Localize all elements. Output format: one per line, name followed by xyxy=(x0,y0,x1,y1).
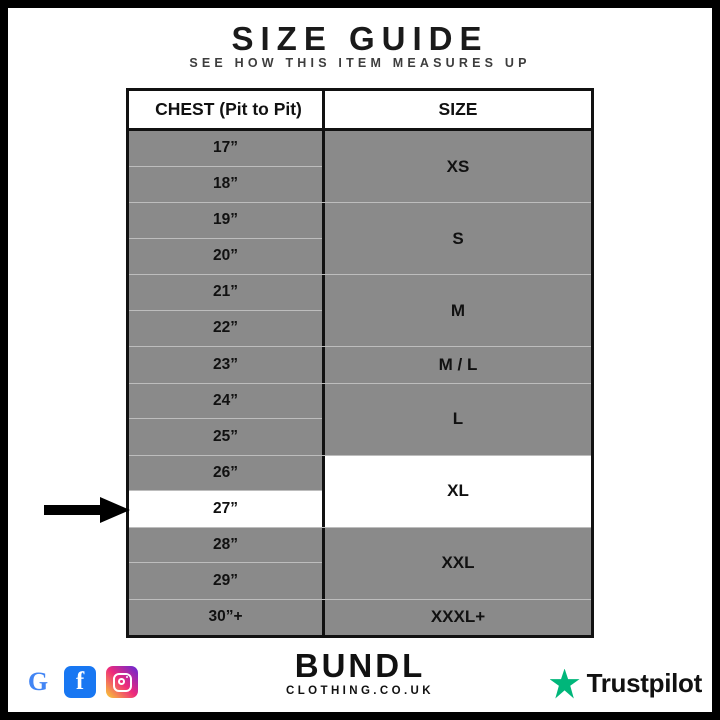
measurement-cell: 20” xyxy=(129,239,322,275)
table-row xyxy=(129,203,591,275)
table-row xyxy=(129,384,591,456)
measurement-column xyxy=(129,347,325,383)
size-cell: M / L xyxy=(325,347,591,383)
table-row xyxy=(129,600,591,636)
table-row-highlighted xyxy=(129,456,591,528)
measurement-column xyxy=(129,384,325,455)
measurement-cell: 25” xyxy=(129,419,322,455)
table-row xyxy=(129,131,591,203)
page-subtitle: SEE HOW THIS ITEM MEASURES UP xyxy=(189,56,531,70)
measurement-cell: 19” xyxy=(129,203,322,239)
table-row xyxy=(129,528,591,600)
size-cell: L xyxy=(325,384,591,455)
brand-domain: CLOTHING.CO.UK xyxy=(286,685,434,697)
measurement-cell: 22” xyxy=(129,311,322,347)
brand-name: BUNDL xyxy=(294,647,426,684)
measurement-column xyxy=(129,275,325,346)
size-cell: XS xyxy=(325,131,591,202)
trustpilot-badge[interactable] xyxy=(550,668,702,699)
page-title: SIZE GUIDE xyxy=(231,20,489,57)
table-row xyxy=(129,275,591,347)
star-icon xyxy=(550,669,580,699)
measurement-cell: 28” xyxy=(129,528,322,564)
column-header-size: SIZE xyxy=(325,91,591,131)
column-header-chest: CHEST (Pit to Pit) xyxy=(129,91,325,131)
table-row xyxy=(129,347,591,384)
measurement-cell-selected: 27” xyxy=(129,491,322,527)
google-glyph: G xyxy=(27,667,49,696)
measurement-cell: 23” xyxy=(129,347,322,383)
measurement-cell: 21” xyxy=(129,275,322,311)
measurement-column xyxy=(129,528,325,599)
measurement-cell: 24” xyxy=(129,384,322,420)
facebook-glyph: f xyxy=(75,668,85,695)
size-cell: XXXL+ xyxy=(325,600,591,636)
measurement-cell: 17” xyxy=(129,131,322,167)
measurement-cell: 26” xyxy=(129,456,322,492)
size-guide-card xyxy=(8,8,712,712)
size-cell-selected: XL xyxy=(325,456,591,527)
size-cell: S xyxy=(325,203,591,274)
measurement-cell: 29” xyxy=(129,563,322,599)
size-cell: M xyxy=(325,275,591,346)
table-header-row xyxy=(129,91,591,131)
size-cell: XXL xyxy=(325,528,591,599)
trustpilot-label: Trustpilot xyxy=(586,668,702,698)
measurement-cell: 30”+ xyxy=(129,600,322,636)
right-arrow-icon xyxy=(44,497,130,523)
measurement-column xyxy=(129,203,325,274)
size-guide-table xyxy=(126,88,594,638)
measurement-column xyxy=(129,456,325,527)
measurement-column xyxy=(129,600,325,636)
measurement-column xyxy=(129,131,325,202)
measurement-cell: 18” xyxy=(129,167,322,203)
